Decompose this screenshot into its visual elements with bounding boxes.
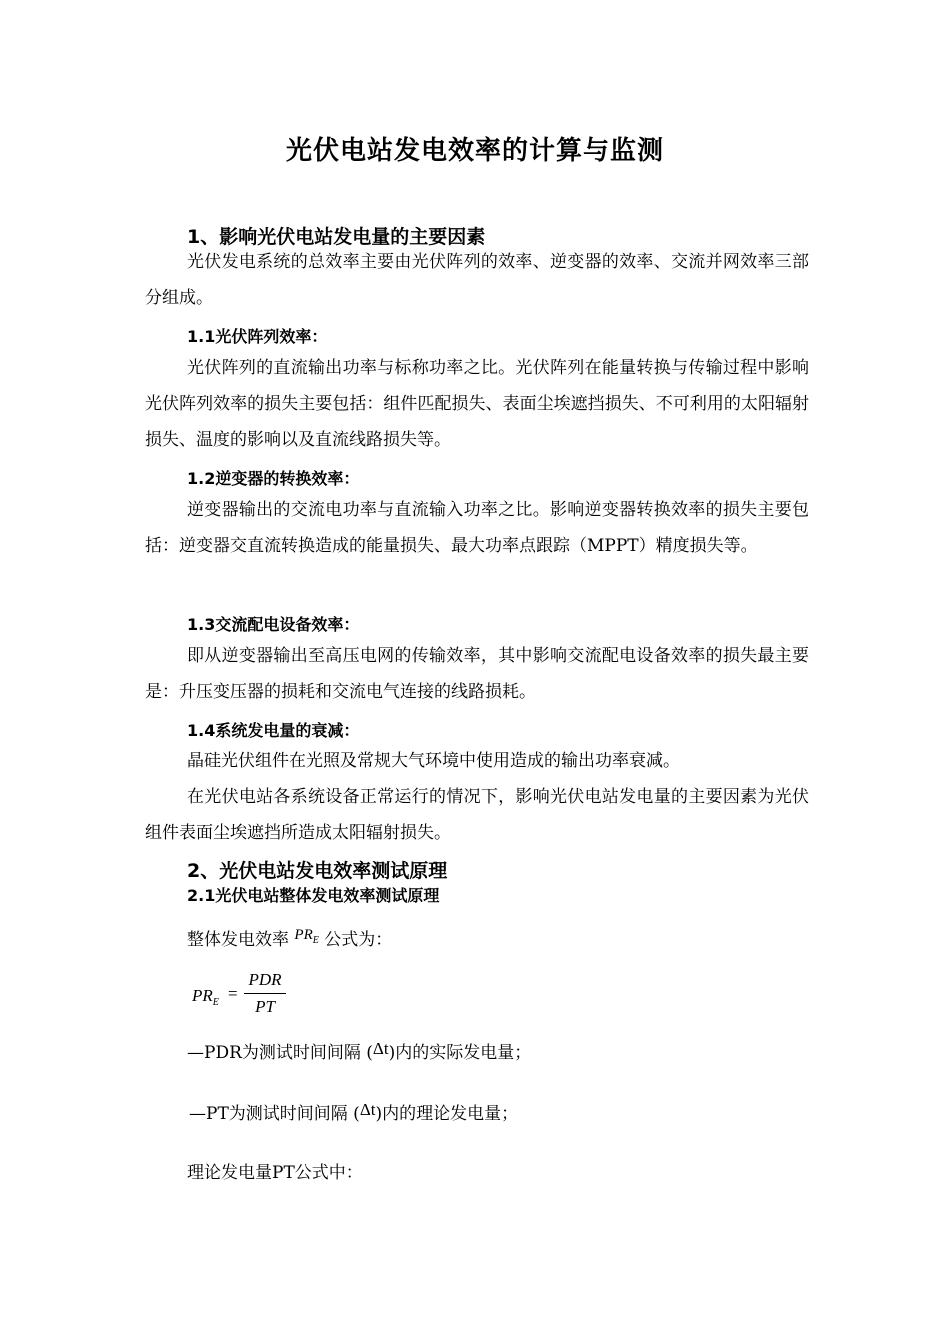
section-1-intro: 光伏发电系统的总效率主要由光伏阵列的效率、逆变器的效率、交流并网效率三部分组成。: [145, 252, 809, 308]
section-2-heading: 2、光伏电站发电效率测试原理: [187, 860, 448, 882]
section-1-2-text: 逆变器输出的交流电功率与直流输入功率之比。影响逆变器转换效率的损失主要包括：逆变器交直流转换造成的能量损失、最大功率点跟踪（MPPT）精度损失等。: [145, 500, 809, 556]
section-1-heading: 1、影响光伏电站发电量的主要因素: [187, 226, 486, 248]
section-1-3-heading: 1.3交流配电设备效率：: [187, 615, 360, 634]
definition-pt: —PT为测试时间间隔 (Δt)内的理论发电量；: [189, 1100, 519, 1124]
section-2-1-heading: 2.1光伏电站整体发电效率测试原理: [187, 886, 440, 905]
pr-e-symbol: $PR_E$: [294, 927, 319, 946]
formula-equals: =: [228, 984, 238, 1003]
delta-t-symbol: Δt: [359, 1100, 376, 1119]
section-1-2-heading: 1.2逆变器的转换效率：: [187, 469, 360, 488]
section-1-1-text: 光伏阵列的直流输出功率与标称功率之比。光伏阵列在能量转换与传输过程中影响光伏阵列效率的损失主要包括：组件匹配损失、表面尘埃遮挡损失、不可利用的太阳辐射损失、温度的影响以及直流线路损失等。: [145, 358, 809, 450]
section-1-4-heading: 1.4系统发电量的衰减：: [187, 721, 360, 740]
pt-formula-intro: 理论发电量PT公式中：: [187, 1163, 363, 1183]
formula-denominator: PT: [255, 997, 275, 1016]
section-1-4-text: 晶硅光伏组件在光照及常规大气环境中使用造成的输出功率衰减。: [187, 751, 680, 771]
document-title: 光伏电站发电效率的计算与监测: [285, 136, 664, 166]
intro-text-pre: 整体发电效率: [187, 930, 289, 950]
section-1-3-text: 即从逆变器输出至高压电网的传输效率，其中影响交流配电设备效率的损失最主要是：升压变压器的损耗和交流电气连接的线路损耗。: [145, 646, 809, 702]
formula-lhs: $PR_E$: [192, 986, 219, 1008]
section-1-summary: 在光伏电站各系统设备正常运行的情况下，影响光伏电站发电量的主要因素为光伏组件表面尘埃遮挡所造成太阳辐射损失。: [145, 787, 809, 843]
section-1-1-heading: 1.1光伏阵列效率：: [187, 327, 328, 346]
formula-fraction: [244, 970, 286, 1017]
definition-pdr: —PDR为测试时间间隔 (Δt)内的实际发电量；: [187, 1039, 532, 1063]
intro-text-post: 公式为：: [324, 930, 393, 950]
formula-numerator: PDR: [244, 970, 286, 994]
delta-t-symbol: Δt: [372, 1039, 389, 1058]
section-2-1-intro: [187, 925, 392, 952]
